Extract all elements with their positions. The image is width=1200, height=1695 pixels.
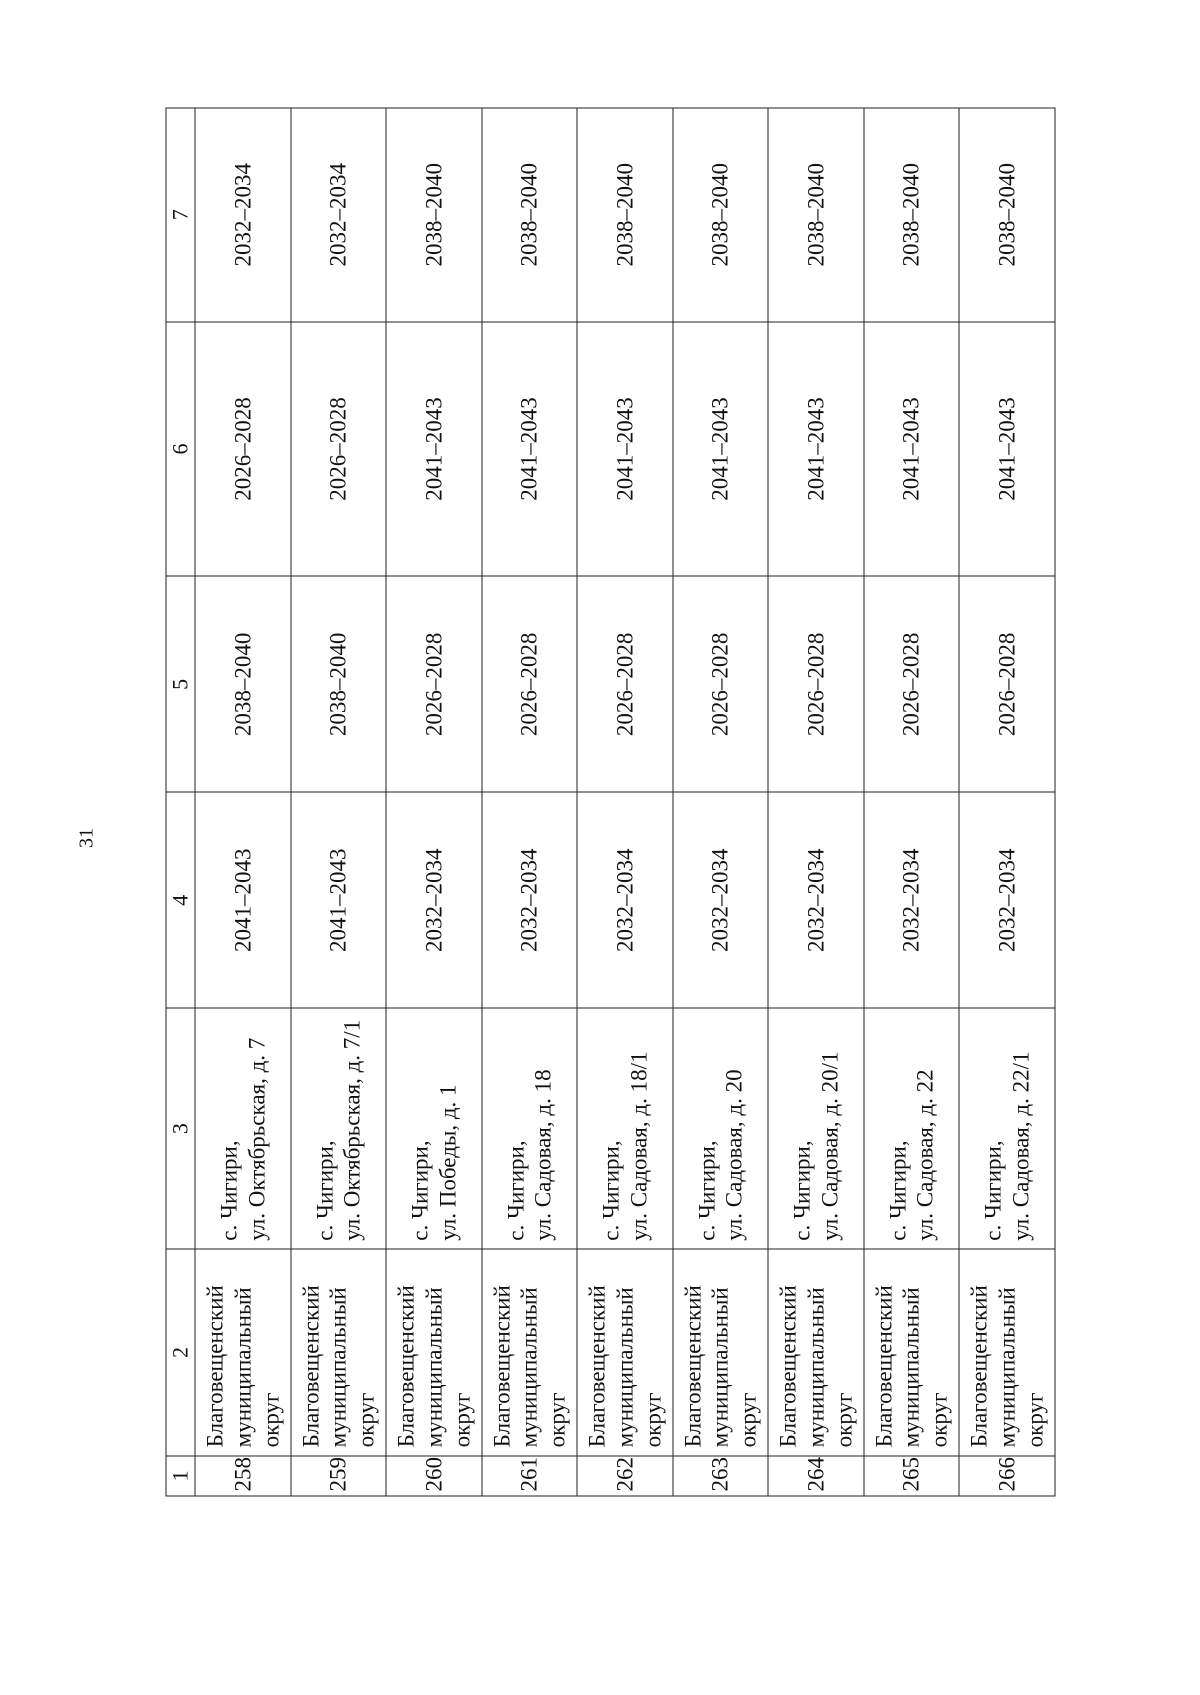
address-cell (959, 1008, 1055, 1249)
address-cell (672, 1008, 768, 1249)
district-line: Благовещенский (393, 1285, 419, 1448)
period-cell-col5: 2026–2028 (768, 576, 864, 792)
period-cell-col6: 2026–2028 (290, 322, 386, 577)
district-cell (481, 1249, 577, 1456)
period-cell-col6: 2026–2028 (195, 322, 291, 577)
address-line: ул. Садовая, д. 18 (530, 1069, 556, 1241)
header-row (166, 108, 195, 1496)
period-cell-col7: 2038–2040 (672, 108, 768, 322)
schedule-table (165, 108, 1055, 1497)
address-cell (768, 1008, 864, 1249)
period-cell-col6: 2041–2043 (386, 322, 482, 577)
period-cell-col5: 2026–2028 (577, 576, 673, 792)
page-number-text: 31 (75, 828, 98, 848)
address-line: с. Чигири, (407, 1140, 433, 1241)
table-row (195, 108, 291, 1496)
row-number-cell: 259 (290, 1456, 386, 1496)
row-number-cell: 258 (195, 1456, 291, 1496)
header-cell: 5 (166, 576, 195, 792)
address-line: ул. Садовая, д. 22/1 (1007, 1051, 1033, 1241)
period-cell-col5: 2026–2028 (481, 576, 577, 792)
district-line: округ (639, 1392, 665, 1448)
district-line: муниципальный (420, 1287, 446, 1448)
period-cell-col4: 2032–2034 (863, 792, 959, 1008)
district-line: Благовещенский (870, 1285, 896, 1448)
address-line: с. Чигири, (216, 1140, 242, 1241)
district-line: Благовещенский (202, 1285, 228, 1448)
district-line: округ (257, 1392, 283, 1448)
district-line: муниципальный (611, 1287, 637, 1448)
period-cell-col4: 2032–2034 (768, 792, 864, 1008)
district-line: муниципальный (802, 1287, 828, 1448)
address-line: с. Чигири, (693, 1140, 719, 1241)
period-cell-col5: 2038–2040 (195, 576, 291, 792)
address-cell (386, 1008, 482, 1249)
district-line: муниципальный (898, 1287, 924, 1448)
period-cell-col7: 2038–2040 (386, 108, 482, 322)
district-line: округ (353, 1392, 378, 1448)
rotated-table-container (165, 108, 1055, 1497)
district-cell (577, 1249, 673, 1456)
address-cell (481, 1008, 577, 1249)
address-cell (577, 1008, 673, 1249)
header-cell: 6 (166, 322, 195, 577)
district-line: муниципальный (516, 1287, 542, 1448)
period-cell-col4: 2032–2034 (672, 792, 768, 1008)
district-line: Благовещенский (679, 1285, 705, 1448)
period-cell-col6: 2041–2043 (863, 322, 959, 577)
district-cell (195, 1249, 291, 1456)
district-cell (672, 1249, 768, 1456)
period-cell-col5: 2026–2028 (959, 576, 1055, 792)
district-line: муниципальный (325, 1287, 351, 1448)
period-cell-col4: 2032–2034 (577, 792, 673, 1008)
district-line: округ (735, 1392, 760, 1448)
period-cell-col6: 2041–2043 (959, 322, 1055, 577)
address-cell (290, 1008, 386, 1249)
address-line: ул. Садовая, д. 22 (912, 1069, 938, 1241)
header-cell: 3 (166, 1008, 195, 1249)
address-line: ул. Садовая, д. 20 (721, 1069, 747, 1241)
table-row (863, 108, 959, 1496)
district-line: Благовещенский (297, 1285, 323, 1448)
period-cell-col4: 2032–2034 (481, 792, 577, 1008)
period-cell-col4: 2032–2034 (386, 792, 482, 1008)
address-line: с. Чигири, (980, 1140, 1006, 1241)
period-cell-col6: 2041–2043 (768, 322, 864, 577)
district-cell (290, 1249, 386, 1456)
district-line: округ (830, 1392, 856, 1448)
period-cell-col4: 2041–2043 (195, 792, 291, 1008)
table-row (959, 108, 1055, 1496)
period-cell-col5: 2026–2028 (863, 576, 959, 792)
district-line: округ (448, 1392, 474, 1448)
row-number-cell: 265 (863, 1456, 959, 1496)
address-line: ул. Садовая, д. 20/1 (816, 1051, 842, 1241)
address-line: с. Чигири, (502, 1140, 528, 1241)
period-cell-col7: 2032–2034 (290, 108, 386, 322)
row-number-cell: 264 (768, 1456, 864, 1496)
row-number-cell: 263 (672, 1456, 768, 1496)
address-line: с. Чигири, (789, 1140, 815, 1241)
district-line: муниципальный (993, 1287, 1019, 1448)
address-cell (863, 1008, 959, 1249)
row-number-cell: 266 (959, 1456, 1055, 1496)
header-cell: 2 (166, 1249, 195, 1456)
period-cell-col6: 2041–2043 (481, 322, 577, 577)
district-cell (959, 1249, 1055, 1456)
district-line: Благовещенский (775, 1285, 801, 1448)
period-cell-col7: 2032–2034 (195, 108, 291, 322)
address-cell (195, 1008, 291, 1249)
address-line: ул. Октябрьская, д. 7 (243, 1037, 269, 1241)
district-line: муниципальный (707, 1287, 733, 1448)
table-row (386, 108, 482, 1496)
address-line: с. Чигири, (598, 1140, 624, 1241)
address-line: с. Чигири, (311, 1140, 337, 1241)
period-cell-col6: 2041–2043 (577, 322, 673, 577)
row-number-cell: 261 (481, 1456, 577, 1496)
period-cell-col7: 2038–2040 (863, 108, 959, 322)
district-line: Благовещенский (584, 1285, 610, 1448)
period-cell-col7: 2038–2040 (959, 108, 1055, 322)
address-line: ул. Победы, д. 1 (434, 1084, 460, 1241)
header-cell: 7 (166, 108, 195, 322)
row-number-cell: 260 (386, 1456, 482, 1496)
district-cell (386, 1249, 482, 1456)
table-row (768, 108, 864, 1496)
row-number-cell: 262 (577, 1456, 673, 1496)
district-line: муниципальный (229, 1287, 255, 1448)
period-cell-col5: 2038–2040 (290, 576, 386, 792)
period-cell-col4: 2032–2034 (959, 792, 1055, 1008)
address-line: ул. Октябрьская, д. 7/1 (339, 1019, 365, 1241)
district-cell (768, 1249, 864, 1456)
table-row (577, 108, 673, 1496)
table-row (672, 108, 768, 1496)
address-line: ул. Садовая, д. 18/1 (625, 1051, 651, 1241)
district-line: округ (926, 1392, 951, 1448)
period-cell-col6: 2041–2043 (672, 322, 768, 577)
table-row (290, 108, 386, 1496)
header-cell: 1 (166, 1456, 195, 1496)
header-cell: 4 (166, 792, 195, 1008)
period-cell-col4: 2041–2043 (290, 792, 386, 1008)
district-line: округ (1021, 1392, 1047, 1448)
table-row (481, 108, 577, 1496)
period-cell-col7: 2038–2040 (768, 108, 864, 322)
district-cell (863, 1249, 959, 1456)
district-line: Благовещенский (488, 1285, 514, 1448)
period-cell-col5: 2026–2028 (386, 576, 482, 792)
district-line: Благовещенский (966, 1285, 992, 1448)
table-body (166, 108, 1055, 1496)
period-cell-col7: 2038–2040 (481, 108, 577, 322)
period-cell-col5: 2026–2028 (672, 576, 768, 792)
period-cell-col7: 2038–2040 (577, 108, 673, 322)
address-line: с. Чигири, (884, 1140, 910, 1241)
district-line: округ (544, 1392, 569, 1448)
